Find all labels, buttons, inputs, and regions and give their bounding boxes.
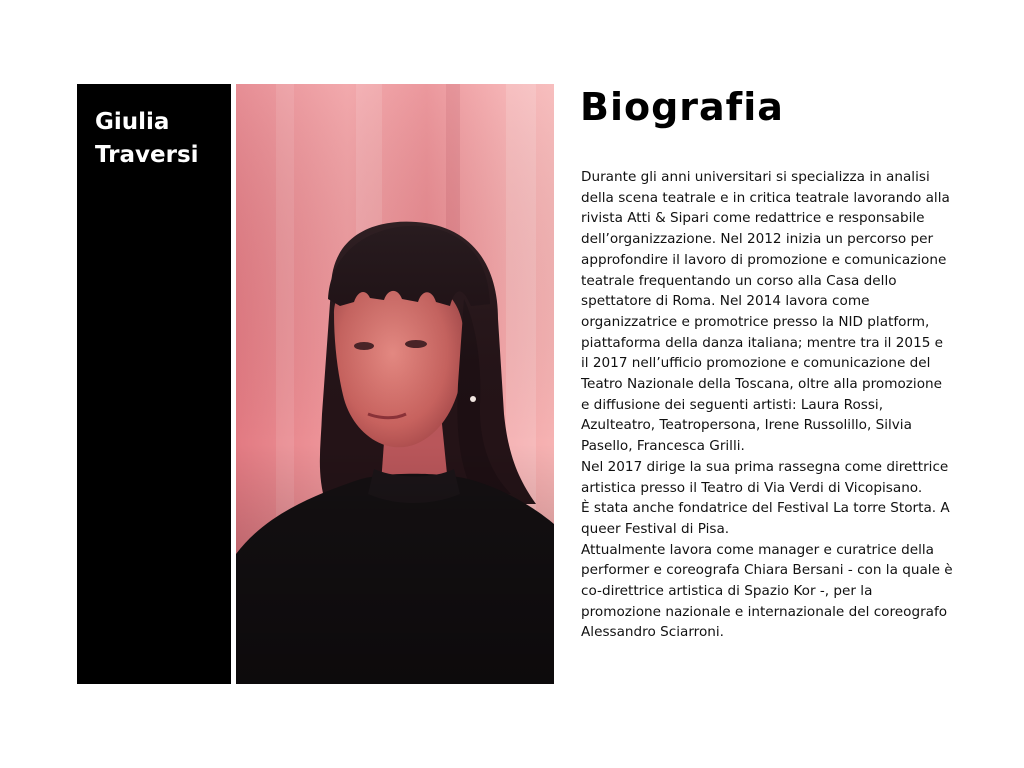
portrait-photo bbox=[236, 84, 554, 684]
bio-paragraph: Durante gli anni universitari si specializza in analisi della scena teatrale e in critica teatrale lavorando alla rivista Atti & Sipari come redattrice e responsabile dell’organizzazione. Nel 2012 inizia un percorso per approfondire il lavoro di promozione e comunicazione teatrale frequentando un corso alla Casa dello spettatore di Roma. Nel 2014 lavora come organizzatrice e promotrice presso la NID platform, piattaforma della danza italiana; mentre tra il 2015 e il 2017 nell’ufficio promozione e comunicazione del Teatro Nazionale della Toscana, oltre alla promozione e diffusione dei seguenti artisti: Laura Rossi, Azulteatro, Teatropersona, Irene Russolillo, Silvia Pasello, Francesca Grilli. bbox=[581, 169, 950, 455]
person-name bbox=[95, 106, 225, 172]
section-title: Biografia bbox=[580, 85, 784, 129]
bio-paragraph: Nel 2017 dirige la sua prima rassegna come direttrice artistica presso il Teatro di Via Verdi di Vicopisano. bbox=[581, 458, 949, 496]
last-name: Traversi bbox=[95, 142, 199, 168]
portrait-illustration bbox=[236, 84, 554, 684]
biography-text bbox=[581, 167, 953, 643]
first-name: Giulia bbox=[95, 109, 170, 135]
name-panel bbox=[77, 84, 231, 684]
bio-paragraph: È stata anche fondatrice del Festival La torre Storta. A queer Festival di Pisa. bbox=[581, 500, 950, 537]
bio-paragraph: Attualmente lavora come manager e curatrice della performer e coreografa Chiara Bersani - con la quale è co-direttrice artistica di Spazio Kor -, per la promozione nazionale e internazionale del coreografo Alessandro Sciarroni. bbox=[581, 541, 953, 641]
